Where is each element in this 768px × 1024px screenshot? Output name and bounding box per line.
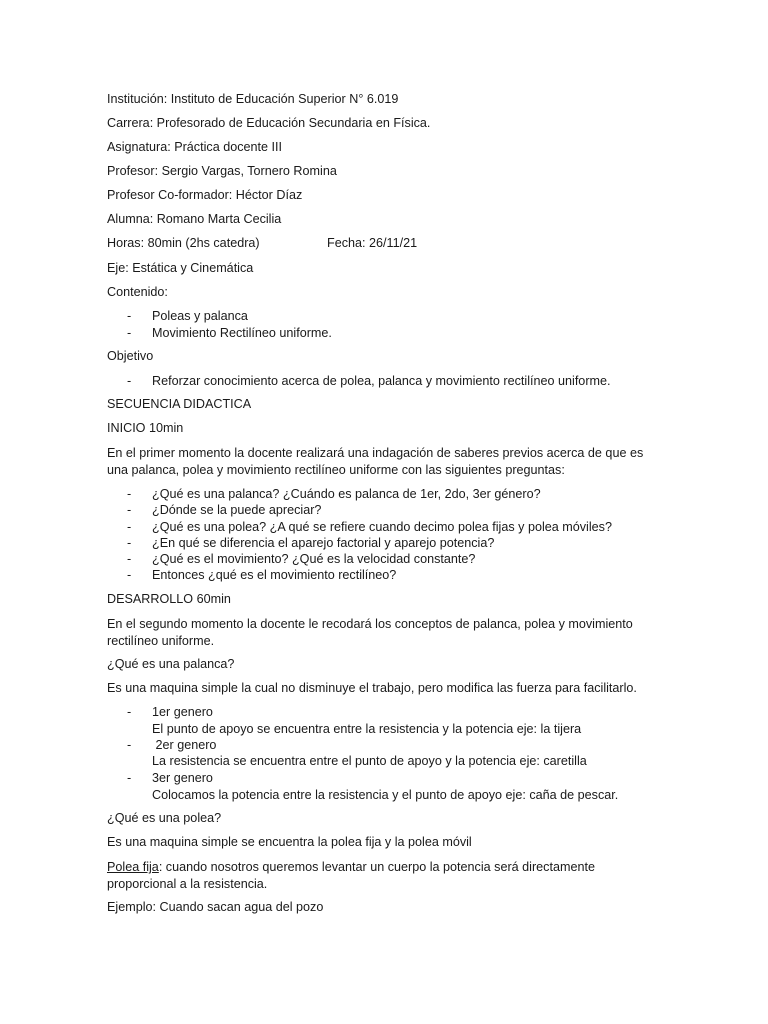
- bullet-dash: -: [127, 326, 132, 340]
- bullet-dash: -: [127, 309, 132, 323]
- list-item-text: Reforzar conocimiento acerca de polea, palanca y movimiento rectilíneo uniforme.: [152, 374, 611, 388]
- list-item-text: ¿Dónde se la puede apreciar?: [152, 503, 322, 517]
- student-line: Alumna: Romano Marta Cecilia: [107, 212, 282, 226]
- bullet-dash: -: [127, 552, 132, 566]
- list-item: [127, 502, 321, 519]
- bullet-dash: -: [127, 536, 132, 550]
- genero-title: 2er genero: [152, 738, 217, 752]
- desarrollo-heading: DESARROLLO 60min: [107, 592, 231, 606]
- palanca-question: ¿Qué es una palanca?: [107, 657, 235, 671]
- list-item: [127, 737, 216, 754]
- list-item-text: Poleas y palanca: [152, 309, 248, 323]
- list-item: [127, 308, 248, 325]
- date-line: Fecha: 26/11/21: [327, 236, 418, 250]
- content-label: Contenido:: [107, 285, 168, 299]
- list-item: [127, 373, 611, 390]
- inicio-paragraph: En el primer momento la docente realizará una indagación de saberes previos acerca de que es una palanca, polea y movimiento rectilíneo uniforme con las siguientes preguntas:: [107, 446, 644, 477]
- list-item: [127, 567, 396, 584]
- list-item-text: ¿Qué es el movimiento? ¿Qué es la velocidad constante?: [152, 552, 476, 566]
- polea-fija-paragraph: [107, 859, 647, 892]
- bullet-dash: -: [127, 503, 132, 517]
- bullet-dash: -: [127, 374, 132, 388]
- bullet-dash: -: [127, 487, 132, 501]
- list-item: [127, 486, 541, 503]
- list-item-text: ¿En qué se diferencia el aparejo factorial y aparejo potencia?: [152, 536, 495, 550]
- hours-line: Horas: 80min (2hs catedra): [107, 236, 260, 250]
- bullet-dash: -: [127, 568, 132, 582]
- bullet-dash: -: [127, 771, 132, 785]
- subject-line: Asignatura: Práctica docente III: [107, 140, 283, 154]
- coformador-line: Profesor Co-formador: Héctor Díaz: [107, 188, 303, 202]
- inicio-heading: INICIO 10min: [107, 421, 184, 435]
- genero-description: La resistencia se encuentra entre el punto de apoyo y la potencia eje: caretilla: [152, 754, 587, 768]
- genero-description: El punto de apoyo se encuentra entre la resistencia y la potencia eje: la tijera: [152, 722, 582, 736]
- list-item: [127, 551, 475, 568]
- bullet-dash: -: [127, 705, 132, 719]
- list-item: [127, 535, 494, 552]
- list-item-text: Movimiento Rectilíneo uniforme.: [152, 326, 332, 340]
- career-line: Carrera: Profesorado de Educación Secundaria en Física.: [107, 116, 431, 130]
- desarrollo-paragraph: En el segundo momento la docente le recodará los conceptos de palanca, polea y movimiento rectilíneo uniforme.: [107, 617, 633, 648]
- objective-label: Objetivo: [107, 349, 154, 363]
- polea-fija-text: : cuando nosotros queremos levantar un cuerpo la potencia será directamente proporcional a la resistencia.: [107, 860, 595, 891]
- genero-title: 1er genero: [152, 705, 213, 719]
- example-line: Ejemplo: Cuando sacan agua del pozo: [107, 900, 324, 914]
- polea-fija-term: Polea fija: [107, 860, 159, 874]
- list-item: [127, 519, 612, 536]
- bullet-dash: -: [127, 520, 132, 534]
- list-item-text: Entonces ¿qué es el movimiento rectilíneo?: [152, 568, 397, 582]
- list-item: [127, 770, 213, 787]
- polea-definition: Es una maquina simple se encuentra la polea fija y la polea móvil: [107, 835, 472, 849]
- list-item-text: ¿Qué es una polea? ¿A qué se refiere cuando decimo polea fijas y polea móviles?: [152, 520, 612, 534]
- bullet-dash: -: [127, 738, 132, 752]
- list-item-text: ¿Qué es una palanca? ¿Cuándo es palanca de 1er, 2do, 3er género?: [152, 487, 541, 501]
- polea-question: ¿Qué es una polea?: [107, 811, 222, 825]
- list-item: [127, 704, 213, 721]
- genero-title: 3er genero: [152, 771, 213, 785]
- list-item: [127, 325, 332, 342]
- sequence-heading: SECUENCIA DIDACTICA: [107, 397, 252, 411]
- institution-line: Institución: Instituto de Educación Superior N° 6.019: [107, 92, 399, 106]
- professor-line: Profesor: Sergio Vargas, Tornero Romina: [107, 164, 337, 178]
- axis-line: Eje: Estática y Cinemática: [107, 261, 254, 275]
- palanca-definition: Es una maquina simple la cual no disminuye el trabajo, pero modifica las fuerza para facilitarlo.: [107, 681, 637, 695]
- genero-description: Colocamos la potencia entre la resistencia y el punto de apoyo eje: caña de pescar.: [152, 788, 619, 802]
